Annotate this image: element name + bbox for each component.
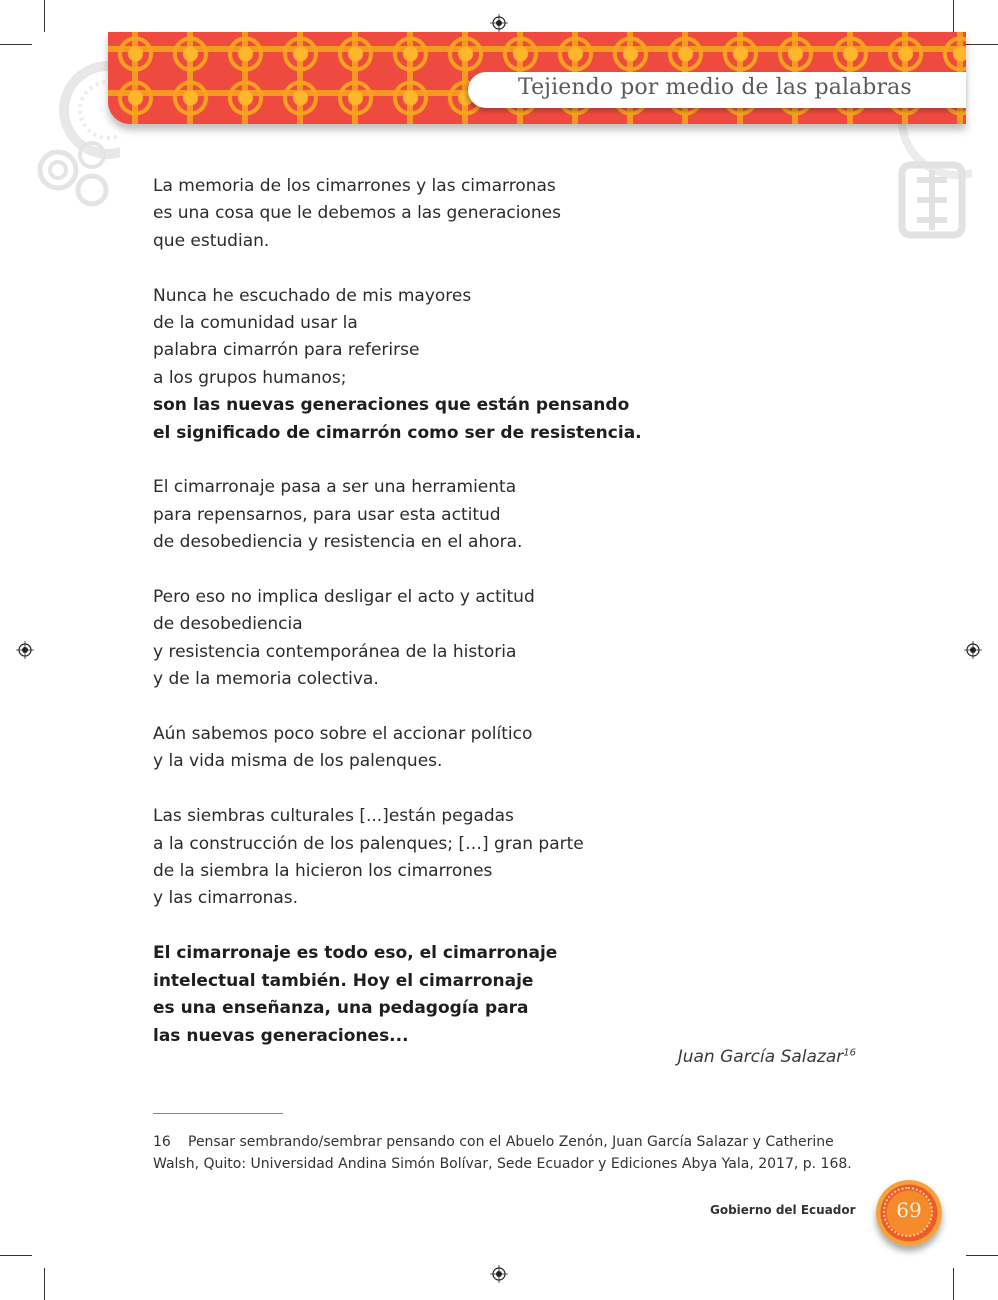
footnote-reference[interactable]: 16 [843,1047,856,1059]
poem-line: El cimarronaje pasa a ser una herramienta [153,477,517,498]
footnote-divider [153,1113,283,1114]
crop-mark [0,1255,32,1256]
spiral-ornament-icon [30,40,120,210]
footnote-text: Pensar sembrando/sembrar pensando con el Abuelo Zenón, Juan García Salazar y Catherine Walsh, Quito: Universidad Andina Simón Bolívar, Sede Ecuador y Ediciones Abya Yala, 2017, p. 168. [153,1134,852,1172]
poem-line: de la siembra la hicieron los cimarrones [153,861,493,882]
poem-line: Pero eso no implica desligar el acto y actitud [153,587,535,608]
poem-line-bold: El cimarronaje es todo eso, el cimarronaje [153,943,558,964]
registration-mark-icon [490,14,508,32]
crop-mark [44,0,45,32]
poem-line: y las cimarronas. [153,888,299,909]
crop-mark [953,1268,954,1300]
stanza [153,584,853,694]
crop-mark [966,1255,998,1256]
poem-line: a la construcción de los palenques; […] gran parte [153,833,584,854]
crop-mark [0,44,32,45]
author-attribution [678,1047,856,1067]
footnote [153,1131,858,1175]
crop-mark [44,1268,45,1300]
crop-mark [953,0,954,32]
stanza [153,940,853,1050]
poem-line: palabra cimarrón para referirse [153,340,420,361]
stanza [153,803,853,913]
stanza [153,474,853,556]
registration-mark-icon [490,1265,508,1283]
poem-line: y de la memoria colectiva. [153,669,379,690]
crop-mark [966,44,998,45]
poem-line: de desobediencia y resistencia en el ahora. [153,532,523,553]
poem-line: es una cosa que le debemos a las generaciones [153,203,561,224]
poem-line: a los grupos humanos; [153,367,347,388]
poem-line: que estudian. [153,230,270,251]
poem-line-bold: es una enseñanza, una pedagogía para [153,998,529,1019]
poem-line: y la vida misma de los palenques. [153,751,443,772]
author-name: Juan García Salazar [677,1047,844,1067]
poem-line: de desobediencia [153,614,303,635]
page-number-badge [876,1180,942,1246]
poem-line: Las siembras culturales [...]están pegadas [153,806,514,827]
stanza [153,721,853,776]
registration-mark-icon [16,641,34,659]
stanza [153,283,853,447]
publisher-label: Gobierno del Ecuador [710,1203,856,1217]
poem-line: y resistencia contemporánea de la historia [153,641,517,662]
page-title: Tejiendo por medio de las palabras [518,75,912,100]
registration-mark-icon [964,641,982,659]
poem-line-bold: son las nuevas generaciones que están pensando [153,395,630,416]
poem-line-bold: intelectual también. Hoy el cimarronaje [153,970,534,991]
poem-line: Aún sabemos poco sobre el accionar político [153,724,533,745]
poem-line: La memoria de los cimarrones y las cimarronas [153,176,556,196]
maze-ornament-icon [862,110,972,245]
footnote-number: 16 [153,1134,171,1150]
poem-line: para repensarnos, para usar esta actitud [153,504,501,525]
poem-line-bold: las nuevas generaciones... [153,1025,409,1046]
header-title-box [468,72,966,108]
poem-line: Nunca he escuchado de mis mayores [153,285,472,306]
poem-line-bold: el significado de cimarrón como ser de resistencia. [153,422,642,443]
poem-text [153,173,853,1077]
stanza [153,173,853,255]
poem-line: de la comunidad usar la [153,313,358,334]
page-number: 69 [896,1198,922,1222]
